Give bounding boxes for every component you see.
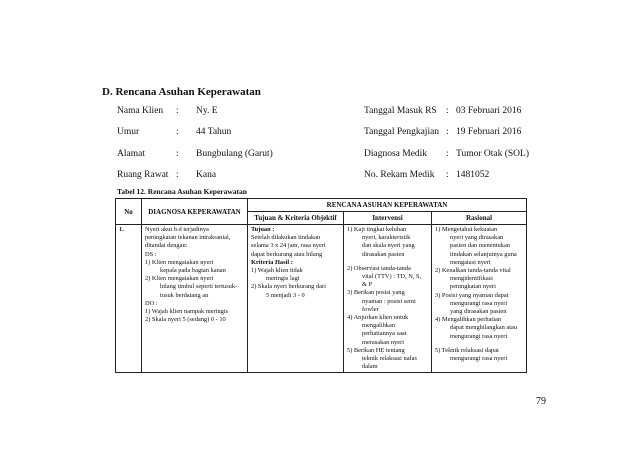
- age-label: Umur: [117, 127, 140, 137]
- goal-line: selama 3 x 24 jam, rasa nyeri: [251, 242, 326, 250]
- header-intervention: Intervensi: [344, 212, 432, 225]
- section-title: D. Rencana Asuhan Keperawatan: [102, 86, 261, 98]
- goal-cell: [248, 225, 344, 373]
- interv-line: mengalihkan: [362, 322, 396, 330]
- diag-line: hilang timbul seperti tertusuk-: [160, 283, 238, 291]
- header-goal: Tujuan & Kriteria Objektif: [248, 212, 344, 225]
- age-sep: :: [176, 127, 179, 137]
- ward-value: Kana: [196, 170, 217, 180]
- diag-line: kepala pada bagian kanan: [160, 267, 226, 275]
- address-sep: :: [176, 149, 179, 159]
- header-rationale: Rasional: [432, 212, 527, 225]
- interv-line: 5) Berikan HE tentang: [347, 346, 405, 354]
- patient-name-label: Nama Klien: [117, 106, 164, 116]
- address-value: Bungbulang (Garut): [196, 149, 273, 159]
- page-number: 79: [536, 396, 546, 407]
- diag-line: tusuk berdatang an: [160, 291, 209, 299]
- goal-line: dapat berkurang atau hilang: [251, 250, 323, 258]
- admission-date-sep: :: [446, 106, 449, 116]
- table-row: [116, 225, 527, 373]
- rationale-line: nyeri yang dirasakan: [450, 234, 504, 242]
- rationale-line: peningkatan nyeri: [450, 283, 496, 291]
- diag-line: DS :: [145, 250, 157, 258]
- goal-line: 1) Wajah klien tidak: [251, 267, 303, 275]
- goal-line: Kriteria Hasil :: [251, 258, 293, 266]
- interv-line: dirasakan pasien: [362, 250, 405, 258]
- interv-line: dan skala nyeri yang: [362, 242, 415, 250]
- rationale-cell: [432, 225, 527, 373]
- interv-line: fowler: [362, 305, 379, 313]
- rationale-line: 4) Mengalihkan perhatian: [435, 316, 502, 324]
- rationale-line: 3) Posisi yang nyaman dapat: [435, 291, 509, 299]
- diag-line: Nyeri akut b.d terjadinya: [145, 226, 209, 233]
- rationale-line: 2) Kenalkan tanda-tanda vital: [435, 267, 511, 275]
- interv-line: nyaman : posisi semi: [362, 297, 416, 305]
- assessment-date-value: 19 Februari 2016: [456, 127, 522, 137]
- goal-line: 5 menjadi 3 - 0: [266, 291, 305, 299]
- header-care-plan: RENCANA ASUHAN KEPERAWATAN: [248, 199, 527, 212]
- diagnosis-cell: [142, 225, 248, 373]
- ward-label: Ruang Rawat: [117, 170, 169, 180]
- rationale-line: yang dirasakan pasien: [450, 308, 507, 316]
- diag-line: DO :: [145, 299, 158, 307]
- interv-line: merasakan nyeri: [362, 338, 405, 346]
- diag-line: ditandai dengan:: [145, 242, 188, 250]
- medical-record-sep: :: [446, 170, 449, 180]
- table-header-row: [116, 199, 527, 212]
- rationale-line: mengidentifikasi: [450, 275, 493, 283]
- rationale-line: 5) Teknik relaksasi dapat: [435, 346, 499, 354]
- interv-line: vital (TTV) : TD, N, S,: [362, 273, 422, 281]
- goal-line: 2) Skala nyeri berkurang dari: [251, 283, 326, 291]
- age-value: 44 Tahun: [196, 127, 232, 137]
- row-number: 1.: [116, 225, 142, 373]
- interv-line: 1) Kaji tingkat keluhan: [347, 226, 407, 233]
- assessment-date-label: Tanggal Pengkajian: [364, 127, 440, 137]
- intervention-cell: [344, 225, 432, 373]
- interv-line: dalam: [362, 363, 378, 371]
- rationale-line: tindakan selanjutnya guna: [450, 250, 517, 258]
- address-label: Alamat: [117, 149, 145, 159]
- goal-line: Tujuan :: [251, 226, 275, 233]
- header-no: No: [116, 199, 142, 225]
- admission-date-label: Tanggal Masuk RS: [364, 106, 437, 116]
- interv-line: perhatiannya saat: [362, 330, 407, 338]
- interv-line: teknik relaksasi nafas: [362, 355, 418, 363]
- rationale-line: dapat menghilangkan atau: [450, 324, 518, 332]
- interv-line: 3) Berikan posisi yang: [347, 289, 405, 297]
- diag-line: 2) Klien mengatakan nyeri: [145, 275, 214, 283]
- goal-line: meringis lagi: [266, 275, 300, 283]
- rationale-line: mengatasi nyeri: [450, 258, 491, 266]
- medical-record-label: No. Rekam Medik: [364, 170, 435, 180]
- care-plan-table: [115, 198, 527, 373]
- rationale-line: mengurangi rasa nyeri: [450, 332, 508, 340]
- interv-line: 2) Observasi tanda-tanda: [347, 264, 411, 272]
- admission-date-value: 03 Februari 2016: [456, 106, 522, 116]
- assessment-date-sep: :: [446, 127, 449, 137]
- diag-line: 1) Wajah klien nampak meringis: [145, 308, 229, 316]
- diag-line: 2) Skala nyeri 5 (sedang) 0 - 10: [145, 316, 226, 324]
- rationale-line: 1) Mengetahui kekuatan: [435, 226, 498, 233]
- medical-diagnosis-label: Diagnosa Medik: [364, 149, 428, 159]
- header-diagnosis: DIAGNOSA KEPERAWATAN: [142, 199, 248, 225]
- diag-line: 1) Klien mengatakan nyeri: [145, 258, 214, 266]
- rationale-line: mengurangi rasa nyeri: [450, 355, 508, 363]
- medical-diagnosis-value: Tumor Otak (SOL): [456, 149, 530, 159]
- interv-line: & P: [362, 281, 373, 289]
- goal-line: Setelah dilakukan tindakan: [251, 234, 321, 242]
- ward-sep: :: [176, 170, 179, 180]
- rationale-line: pasien dan menentukan: [450, 242, 510, 250]
- interv-line: nyeri, karakteristik: [362, 234, 411, 242]
- diag-line: peningkatan tekanan intrakranial,: [145, 234, 231, 242]
- interv-line: 4) Anjurkan klien untuk: [347, 314, 409, 322]
- patient-name-sep: :: [176, 106, 179, 116]
- medical-record-value: 1481052: [456, 170, 490, 180]
- table-caption: Tabel 12. Rencana Asuhan Keperawatan: [117, 187, 247, 196]
- rationale-line: mengurangi rasa nyeri: [450, 299, 508, 307]
- medical-diagnosis-sep: :: [446, 149, 449, 159]
- patient-name-value: Ny. E: [196, 106, 218, 116]
